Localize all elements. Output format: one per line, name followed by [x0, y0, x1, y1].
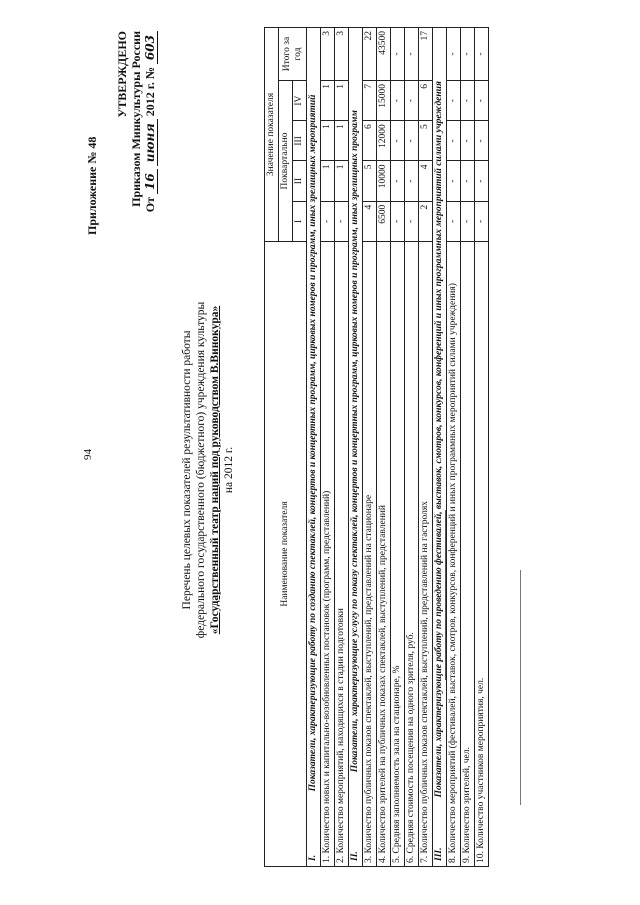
- header-total: Итого за год: [279, 28, 307, 81]
- header-name: Наименование показателя: [265, 242, 307, 867]
- order-date-line: [143, 31, 157, 251]
- table-row: [419, 28, 433, 867]
- title-period: на 2012 г.: [223, 446, 235, 494]
- table-row: [391, 28, 405, 867]
- section-roman: III.: [434, 847, 444, 861]
- date-prefix: От: [143, 196, 157, 213]
- quarter-value: 1: [321, 161, 335, 201]
- date-year: 2012 г. №: [143, 67, 157, 117]
- quarter-value: -: [475, 161, 489, 201]
- quarter-value: 1: [335, 161, 349, 201]
- table-row: [321, 28, 335, 867]
- header-quarter: IV: [293, 81, 307, 121]
- date-day: 16: [143, 169, 158, 194]
- quarter-value: 1: [321, 121, 335, 161]
- quarter-value: -: [405, 81, 419, 121]
- header-quarter: II: [293, 161, 307, 201]
- divider-line: [445, 510, 446, 680]
- quarter-value: -: [335, 201, 349, 241]
- document-title: [180, 265, 236, 675]
- approval-block: [115, 31, 157, 251]
- total-value: -: [461, 28, 475, 81]
- total-value: 43500: [377, 28, 391, 81]
- date-month: июня: [143, 119, 158, 166]
- quarter-value: 1: [335, 121, 349, 161]
- quarter-value: -: [447, 161, 461, 201]
- total-value: 22: [363, 28, 377, 81]
- page-number: 94: [82, 449, 94, 460]
- header-quarterly: Поквартально: [279, 81, 293, 242]
- total-value: 3: [335, 28, 349, 81]
- quarter-value: -: [461, 161, 475, 201]
- indicator-name: 5. Средняя заполняемость зала на стационаре, %: [391, 242, 405, 867]
- quarter-value: -: [391, 81, 405, 121]
- section-text: Показатели, характеризующие работу по созданию спектаклей, концертов и концертных программ, цирковых номеров и программ, иных зрелищных мероприятий: [308, 94, 318, 792]
- indicators-table: [264, 27, 489, 867]
- quarter-value: 4: [419, 161, 433, 201]
- total-value: -: [391, 28, 405, 81]
- section-title: [307, 28, 321, 867]
- indicator-name: 10. Количество участников мероприятия, чел.: [475, 242, 489, 867]
- table-row: [447, 28, 461, 867]
- header-quarter: III: [293, 121, 307, 161]
- indicator-name: 1. Количество новых и капитально-возобновленных постановок (программ, представлений): [321, 242, 335, 867]
- section-row: [349, 28, 363, 867]
- table-row: [363, 28, 377, 867]
- quarter-value: -: [461, 201, 475, 241]
- quarter-value: -: [447, 121, 461, 161]
- indicator-name: 8. Количество мероприятий (фестивалей, выставок, смотров, конкурсов, конференций и иных программных мероприятий силами учреждения): [447, 242, 461, 867]
- header-quarter: I: [293, 201, 307, 241]
- section-roman: I.: [308, 854, 318, 861]
- section-roman: II.: [350, 851, 360, 861]
- divider-line: [520, 570, 521, 805]
- quarter-value: 10000: [377, 161, 391, 201]
- quarter-value: 6500: [377, 201, 391, 241]
- table-row: [377, 28, 391, 867]
- quarter-value: -: [447, 81, 461, 121]
- section-row: [307, 28, 321, 867]
- quarter-value: -: [321, 201, 335, 241]
- quarter-value: 2: [419, 201, 433, 241]
- indicator-name: 6. Средняя стоимость посещения на одного зрителя, руб.: [405, 242, 419, 867]
- indicator-name: 7. Количество публичных показов спектаклей, выступлений, представлений на гастролях: [419, 242, 433, 867]
- quarter-value: 4: [363, 201, 377, 241]
- table-row: [461, 28, 475, 867]
- table-row: [475, 28, 489, 867]
- indicator-name: 3. Количество публичных показов спектаклей, выступлений, представлений на стационаре: [363, 242, 377, 867]
- quarter-value: -: [461, 81, 475, 121]
- title-line-1: Перечень целевых показателей результативности работы: [181, 330, 193, 610]
- quarter-value: 5: [419, 121, 433, 161]
- quarter-value: -: [391, 161, 405, 201]
- indicator-name: 2. Количество мероприятий, находящихся в стадии подготовки: [335, 242, 349, 867]
- total-value: 3: [321, 28, 335, 81]
- title-line-2: федерального государственного (бюджетного) учреждения культуры: [195, 301, 207, 639]
- quarter-value: 15000: [377, 81, 391, 121]
- table-row: [405, 28, 419, 867]
- order-line: Приказом Минкультуры России: [129, 31, 143, 207]
- total-value: -: [475, 28, 489, 81]
- header-value: Значение показателя: [265, 28, 279, 242]
- quarter-value: 5: [363, 161, 377, 201]
- table-row: [335, 28, 349, 867]
- quarter-value: -: [475, 121, 489, 161]
- total-value: 17: [419, 28, 433, 81]
- section-title: [349, 28, 363, 867]
- order-number: 603: [143, 31, 158, 64]
- quarter-value: -: [475, 81, 489, 121]
- quarter-value: 12000: [377, 121, 391, 161]
- quarter-value: -: [447, 201, 461, 241]
- quarter-value: -: [391, 121, 405, 161]
- quarter-value: -: [461, 121, 475, 161]
- quarter-value: 6: [419, 81, 433, 121]
- total-value: -: [405, 28, 419, 81]
- indicator-name: 9. Количество зрителей, чел.: [461, 242, 475, 867]
- quarter-value: 7: [363, 81, 377, 121]
- section-row: [433, 28, 447, 867]
- indicator-name: 4. Количество зрителей на публичных показах спектаклей, выступлений, представлений: [377, 242, 391, 867]
- quarter-value: 1: [321, 81, 335, 121]
- quarter-value: -: [391, 201, 405, 241]
- section-text: Показатели, характеризующие услугу по показу спектаклей, концертов и концертных программ, цирковых номеров и программ, иных зрелищных программ: [350, 110, 360, 773]
- quarter-value: -: [405, 201, 419, 241]
- section-title: [433, 28, 447, 867]
- quarter-value: 6: [363, 121, 377, 161]
- total-value: -: [447, 28, 461, 81]
- quarter-value: -: [405, 161, 419, 201]
- table-header-row-1: [265, 28, 279, 867]
- appendix-label: Приложение № 48: [85, 136, 99, 235]
- quarter-value: -: [475, 201, 489, 241]
- quarter-value: 1: [335, 81, 349, 121]
- section-text: Показатели, характеризующие работу по проведению фестивалей, выставок, смотров, конкурсов, конференций и иных программных мероприятий силами учреждения: [434, 81, 444, 798]
- approved-label: УТВЕРЖДЕНО: [115, 31, 129, 118]
- organization-name: «Государственный театр наций под руководством В.Винокура»: [209, 305, 221, 635]
- quarter-value: -: [405, 121, 419, 161]
